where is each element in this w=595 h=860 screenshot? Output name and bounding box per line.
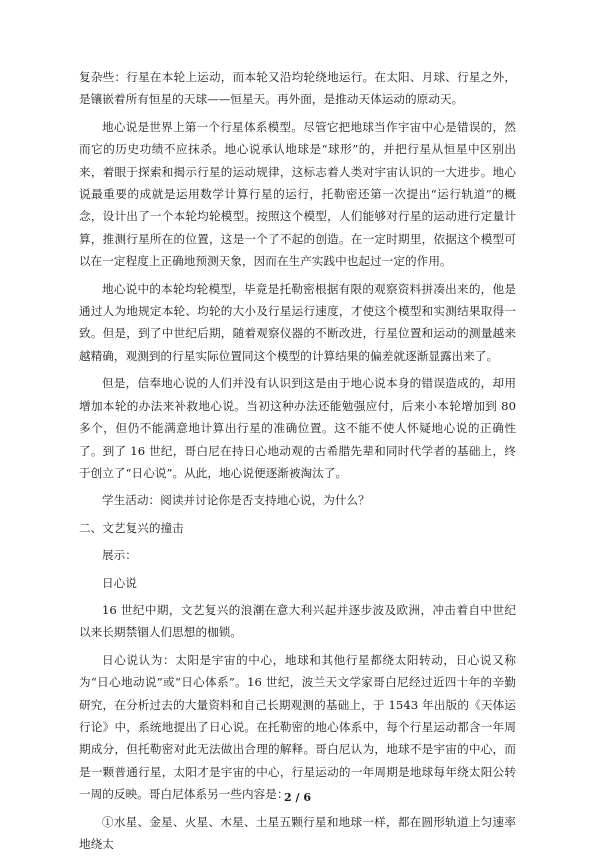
paragraph-geocentric-significance: 地心说是世界上第一个行星体系模型。尽管它把地球当作宇宙中心是错误的，然而它的历史功绩不应抹杀。地心说承认地球是“球形”的，并把行星从恒星中区别出来，着眼于探索和揭示行星的运动规律，这标志着人类对宇宙认识的一大进步。地心说最重要的成就是运用数学计算行星的运行，托勒密还第一次提出“运行轨道”的概念，设计出了一个本轮均轮模型。按照这个模型，人们能够对行星的运动进行定量计算，推测行星所在的位置，这是一个了不起的创造。在一定时期里，依据这个模型可以在一定程度上正确地预测天象，因而在生产实践中也起过一定的作用。 (79, 119, 516, 269)
paragraph-geocentric-model-end: 复杂些：行星在本轮上运动，而本轮又沿均轮绕地运行。在太阳、月球、行星之外，是镶嵌着所有恒星的天球——恒星天。再外面，是推动天体运动的原动天。 (79, 70, 516, 107)
show-label: 展示： (102, 548, 137, 563)
paragraph-renaissance-wave: 16 世纪中期，文艺复兴的浪潮在意大利兴起并逐步波及欧洲，冲击着自中世纪以来长期禁锢人们思想的枷锁。 (79, 602, 516, 640)
section-heading-renaissance: 二、文艺复兴的撞击 (79, 520, 184, 535)
heliocentric-title: 日心说 (102, 575, 137, 590)
document-body (79, 66, 516, 860)
paragraph-epicycle-model-limits: 地心说中的本轮均轮模型，毕竟是托勒密根据有限的观察资料拼凑出来的，他是通过人为地规定本轮、均轮的大小及行星运行速度，才使这个模型和实测结果取得一致。但是，到了中世纪后期，随着观察仪器的不断改进，行星位置和运动的测量越来越精确，观测到的行星实际位置同这个模型的计算结果的偏差就逐渐显露出来了。 (79, 281, 516, 363)
list-item-1: ①水星、金星、火星、木星、土星五颗行星和地球一样，都在圆形轨道上匀速率地绕太 (79, 814, 516, 851)
student-activity: 学生活动：阅读并讨论你是否支持地心说，为什么？ (102, 493, 370, 508)
page-number: 2 / 6 (284, 791, 311, 804)
paragraph-geocentric-decline: 但是，信奉地心说的人们并没有认识到这是由于地心说本身的错误造成的，却用增加本轮的办法来补救地心说。当初这种办法还能勉强应付，后来小本轮增加到 80 多个，但仍不能满意地计算出行星的准确位置。这不能不使人怀疑地心说的正确性了。到了 16 世纪，哥白尼在持日心地动观的古希腊先辈和同时代学者的基础上，终于创立了“日心说”。从此，地心说便逐渐被淘汰了。 (79, 376, 516, 480)
paragraph-heliocentric-theory: 日心说认为：太阳是宇宙的中心，地球和其他行星都绕太阳转动，日心说又称为“日心地动说”或“日心体系”。16 世纪，波兰天文学家哥白尼经过近四十年的辛勤研究，在分析过去的大量资料和自己长期观测的基础上，于 1543 年出版的《天体运行论》中，系统地提出了日心说。在托勒密的地心体系中，每个行星运动都含一年周期成分，但托勒密对此无法做出合理的解释。哥白尼认为，地球不是宇宙的中心，而是一颗普通行星，太阳才是宇宙的中心，行星运动的一年周期是地球每年绕太阳公转一周的反映。哥白尼体系另一些内容是： (79, 652, 516, 802)
